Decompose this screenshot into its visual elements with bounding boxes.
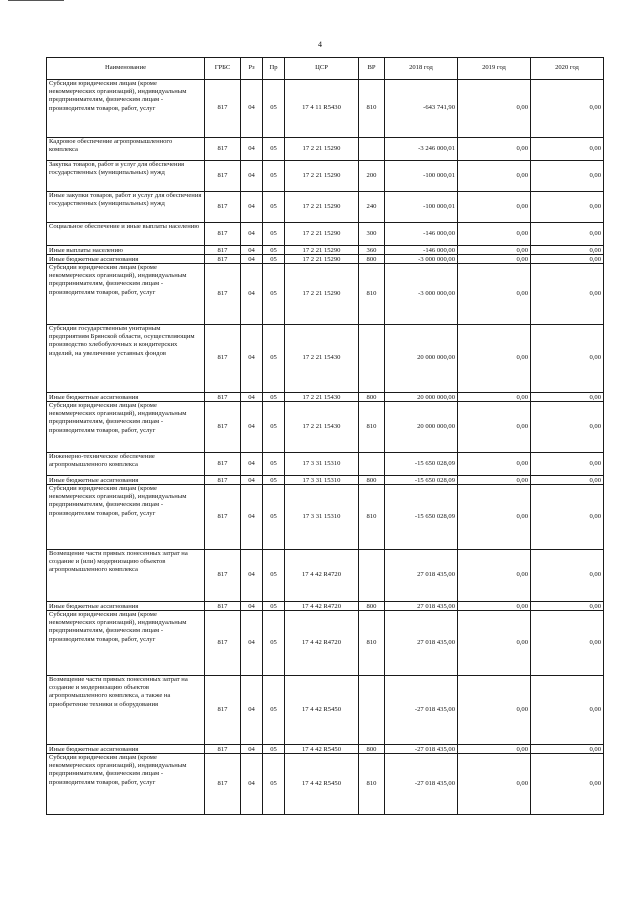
cell-y2018: 27 018 435,00 [385,611,458,676]
cell-grbs: 817 [205,550,241,602]
cell-vr: 810 [359,611,385,676]
col-header-vr: ВР [359,58,385,80]
cell-rz: 04 [241,611,263,676]
cell-grbs: 817 [205,264,241,325]
cell-rz: 04 [241,325,263,393]
cell-pr: 05 [263,676,285,745]
cell-rz: 04 [241,264,263,325]
col-header-pr: Пр [263,58,285,80]
cell-pr: 05 [263,161,285,192]
cell-y2019: 0,00 [458,393,531,402]
cell-rz: 04 [241,550,263,602]
cell-y2018: -3 000 000,00 [385,264,458,325]
cell-pr: 05 [263,80,285,138]
cell-y2019: 0,00 [458,611,531,676]
cell-vr: 810 [359,264,385,325]
cell-y2019: 0,00 [458,453,531,476]
cell-rz: 04 [241,453,263,476]
cell-pr: 05 [263,393,285,402]
cell-vr: 810 [359,754,385,815]
cell-grbs: 817 [205,453,241,476]
cell-rz: 04 [241,745,263,754]
cell-vr: 810 [359,402,385,453]
cell-y2020: 0,00 [531,676,604,745]
cell-y2020: 0,00 [531,325,604,393]
cell-y2020: 0,00 [531,161,604,192]
cell-y2018: -146 000,00 [385,223,458,246]
cell-rz: 04 [241,161,263,192]
cell-y2018: -15 650 028,09 [385,476,458,485]
cell-grbs: 817 [205,161,241,192]
cell-y2019: 0,00 [458,745,531,754]
cell-pr: 05 [263,264,285,325]
cell-y2018: -100 000,01 [385,161,458,192]
cell-pr: 05 [263,602,285,611]
cell-y2019: 0,00 [458,255,531,264]
cell-pr: 05 [263,485,285,550]
cell-y2018: -27 018 435,00 [385,745,458,754]
cell-name: Возмещение части прямых понесенных затрат на создание и (или) модернизацию объектов агропромышленного комплекса [47,550,205,602]
cell-csr: 17 2 21 15430 [285,402,359,453]
cell-y2018: -146 000,00 [385,246,458,255]
cell-vr [359,676,385,745]
cell-y2020: 0,00 [531,611,604,676]
cell-grbs: 817 [205,745,241,754]
cell-y2018: -643 741,90 [385,80,458,138]
cell-y2020: 0,00 [531,223,604,246]
cell-rz: 04 [241,754,263,815]
cell-y2020: 0,00 [531,602,604,611]
cell-csr: 17 4 42 R4720 [285,550,359,602]
cell-pr: 05 [263,246,285,255]
cell-vr: 360 [359,246,385,255]
col-header-grbs: ГРБС [205,58,241,80]
cell-name: Кадровое обеспечение агропромышленного комплекса [47,138,205,161]
table-row [47,192,604,223]
table-row [47,402,604,453]
cell-y2020: 0,00 [531,402,604,453]
page-number: 4 [318,40,322,49]
cell-rz: 04 [241,223,263,246]
cell-pr: 05 [263,192,285,223]
cell-pr: 05 [263,476,285,485]
cell-vr: 800 [359,476,385,485]
cell-y2020: 0,00 [531,80,604,138]
cell-rz: 04 [241,393,263,402]
cell-csr: 17 2 21 15290 [285,223,359,246]
cell-rz: 04 [241,246,263,255]
cell-pr: 05 [263,138,285,161]
cell-y2018: -15 650 028,09 [385,485,458,550]
cell-vr: 810 [359,80,385,138]
cell-y2019: 0,00 [458,161,531,192]
cell-grbs: 817 [205,393,241,402]
col-header-2018: 2018 год [385,58,458,80]
cell-grbs: 817 [205,754,241,815]
cell-rz: 04 [241,485,263,550]
cell-csr: 17 4 42 R5450 [285,676,359,745]
cell-pr: 05 [263,754,285,815]
cell-y2020: 0,00 [531,453,604,476]
cell-y2020: 0,00 [531,192,604,223]
cell-name: Закупка товаров, работ и услуг для обеспечения государственных (муниципальных) нужд [47,161,205,192]
table-row [47,754,604,815]
cell-csr: 17 4 11 R5430 [285,80,359,138]
cell-name: Иные бюджетные ассигнования [47,393,205,402]
cell-rz: 04 [241,676,263,745]
table-row [47,602,604,611]
cell-rz: 04 [241,192,263,223]
cell-grbs: 817 [205,223,241,246]
cell-y2019: 0,00 [458,264,531,325]
cell-name: Иные закупки товаров, работ и услуг для обеспечения государственных (муниципальных) нужд [47,192,205,223]
cell-vr: 800 [359,393,385,402]
cell-y2020: 0,00 [531,485,604,550]
budget-table [46,57,604,815]
cell-grbs: 817 [205,485,241,550]
table-row [47,325,604,393]
cell-y2019: 0,00 [458,485,531,550]
cell-y2019: 0,00 [458,476,531,485]
cell-y2019: 0,00 [458,325,531,393]
cell-pr: 05 [263,255,285,264]
cell-csr: 17 4 42 R4720 [285,602,359,611]
cell-grbs: 817 [205,192,241,223]
cell-csr: 17 3 31 15310 [285,453,359,476]
cell-grbs: 817 [205,402,241,453]
cell-y2019: 0,00 [458,192,531,223]
cell-vr: 240 [359,192,385,223]
cell-rz: 04 [241,602,263,611]
cell-csr: 17 4 42 R4720 [285,611,359,676]
table-row [47,393,604,402]
cell-name: Субсидии юридическим лицам (кроме некоммерческих организаций), индивидуальным предпринимателям, физическим лицам - производителям товаров, работ, услуг [47,611,205,676]
cell-csr: 17 4 42 R5450 [285,754,359,815]
cell-vr: 800 [359,745,385,754]
cell-csr: 17 2 21 15290 [285,161,359,192]
cell-grbs: 817 [205,138,241,161]
cell-name: Инженерно-техническое обеспечение агропромышленного комплекса [47,453,205,476]
cell-y2019: 0,00 [458,602,531,611]
cell-y2018: 27 018 435,00 [385,602,458,611]
cell-y2019: 0,00 [458,246,531,255]
cell-grbs: 817 [205,676,241,745]
cell-csr: 17 2 21 15290 [285,192,359,223]
table-row [47,676,604,745]
cell-csr: 17 2 21 15290 [285,264,359,325]
cell-y2020: 0,00 [531,476,604,485]
cell-grbs: 817 [205,602,241,611]
cell-y2020: 0,00 [531,264,604,325]
cell-y2018: 20 000 000,00 [385,325,458,393]
table-row [47,223,604,246]
cell-csr: 17 2 21 15430 [285,325,359,393]
table-row [47,476,604,485]
cell-y2020: 0,00 [531,246,604,255]
cell-y2020: 0,00 [531,754,604,815]
cell-y2018: -27 018 435,00 [385,754,458,815]
scan-top-line [8,0,64,1]
cell-y2020: 0,00 [531,255,604,264]
cell-name: Субсидии юридическим лицам (кроме некоммерческих организаций), индивидуальным предпринимателям, физическим лицам - производителям товаров, работ, услуг [47,402,205,453]
cell-name: Субсидии юридическим лицам (кроме некоммерческих организаций), индивидуальным предпринимателям, физическим лицам - производителям товаров, работ, услуг [47,264,205,325]
cell-y2019: 0,00 [458,402,531,453]
cell-name: Возмещение части прямых понесенных затрат на создание и модернизацию объектов агропромышленного комплекса, а также на приобретение техники и оборудования [47,676,205,745]
cell-name: Иные бюджетные ассигнования [47,745,205,754]
col-header-csr: ЦСР [285,58,359,80]
cell-rz: 04 [241,80,263,138]
cell-y2018: -3 246 000,01 [385,138,458,161]
cell-pr: 05 [263,550,285,602]
col-header-name: Наименование [47,58,205,80]
cell-y2018: -100 000,01 [385,192,458,223]
cell-y2018: -27 018 435,00 [385,676,458,745]
cell-grbs: 817 [205,246,241,255]
cell-rz: 04 [241,138,263,161]
cell-pr: 05 [263,402,285,453]
cell-y2018: 20 000 000,00 [385,393,458,402]
cell-csr: 17 2 21 15290 [285,246,359,255]
cell-csr: 17 2 21 15430 [285,393,359,402]
cell-pr: 05 [263,611,285,676]
cell-y2018: -15 650 028,09 [385,453,458,476]
cell-y2020: 0,00 [531,138,604,161]
cell-y2020: 0,00 [531,393,604,402]
cell-grbs: 817 [205,476,241,485]
table-row [47,745,604,754]
cell-name: Иные выплаты населению [47,246,205,255]
table-row [47,264,604,325]
cell-name: Иные бюджетные ассигнования [47,255,205,264]
col-header-2019: 2019 год [458,58,531,80]
cell-csr: 17 2 21 15290 [285,138,359,161]
cell-csr: 17 3 31 15310 [285,476,359,485]
cell-name: Иные бюджетные ассигнования [47,602,205,611]
col-header-rz: Рз [241,58,263,80]
cell-name: Субсидии юридическим лицам (кроме некоммерческих организаций), индивидуальным предпринимателям, физическим лицам - производителям товаров, работ, услуг [47,80,205,138]
cell-vr [359,325,385,393]
cell-y2020: 0,00 [531,550,604,602]
cell-rz: 04 [241,255,263,264]
cell-y2018: 20 000 000,00 [385,402,458,453]
cell-y2018: -3 000 000,00 [385,255,458,264]
cell-pr: 05 [263,453,285,476]
table-row [47,485,604,550]
cell-grbs: 817 [205,80,241,138]
cell-rz: 04 [241,476,263,485]
cell-pr: 05 [263,223,285,246]
table-row [47,550,604,602]
cell-y2019: 0,00 [458,676,531,745]
cell-y2019: 0,00 [458,138,531,161]
cell-rz: 04 [241,402,263,453]
cell-name: Социальное обеспечение и иные выплаты населению [47,223,205,246]
cell-vr [359,453,385,476]
cell-grbs: 817 [205,611,241,676]
cell-grbs: 817 [205,325,241,393]
cell-csr: 17 3 31 15310 [285,485,359,550]
cell-vr: 810 [359,485,385,550]
table-row [47,611,604,676]
table-row [47,255,604,264]
cell-csr: 17 2 21 15290 [285,255,359,264]
cell-y2019: 0,00 [458,754,531,815]
table-row [47,161,604,192]
cell-name: Субсидии юридическим лицам (кроме некоммерческих организаций), индивидуальным предпринимателям, физическим лицам - производителям товаров, работ, услуг [47,485,205,550]
cell-csr: 17 4 42 R5450 [285,745,359,754]
cell-y2019: 0,00 [458,223,531,246]
cell-vr: 200 [359,161,385,192]
cell-vr [359,550,385,602]
col-header-2020: 2020 год [531,58,604,80]
table-header-row [47,58,604,80]
table-row [47,453,604,476]
cell-name: Иные бюджетные ассигнования [47,476,205,485]
cell-name: Субсидии государственным унитарным предприятиям Брянской области, осуществляющим производство хлебобулочных и кондитерских изделий, на увеличение уставных фондов [47,325,205,393]
cell-y2019: 0,00 [458,550,531,602]
cell-pr: 05 [263,325,285,393]
cell-vr: 300 [359,223,385,246]
cell-y2020: 0,00 [531,745,604,754]
cell-vr: 800 [359,255,385,264]
cell-y2019: 0,00 [458,80,531,138]
cell-grbs: 817 [205,255,241,264]
table-row [47,80,604,138]
cell-vr [359,138,385,161]
cell-y2018: 27 018 435,00 [385,550,458,602]
cell-vr: 800 [359,602,385,611]
cell-pr: 05 [263,745,285,754]
cell-name: Субсидии юридическим лицам (кроме некоммерческих организаций), индивидуальным предпринимателям, физическим лицам - производителям товаров, работ, услуг [47,754,205,815]
table-row [47,138,604,161]
table-row [47,246,604,255]
